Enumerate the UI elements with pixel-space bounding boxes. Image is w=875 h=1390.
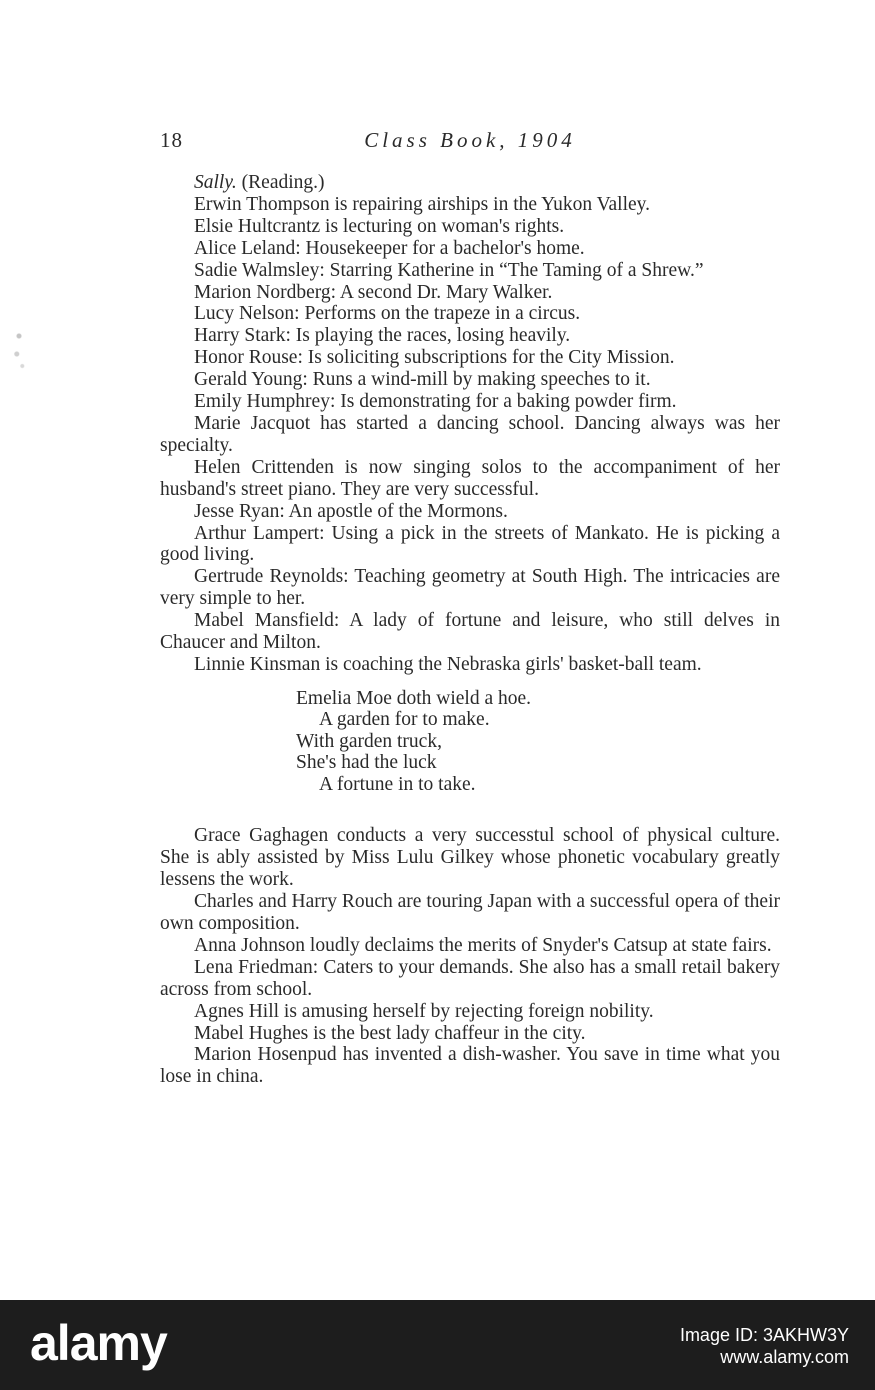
paragraph: Honor Rouse: Is soliciting subscriptions for the City Mission.: [194, 347, 675, 369]
section-gap: [160, 795, 780, 825]
paragraph: Lucy Nelson: Performs on the trapeze in a circus.: [194, 303, 581, 325]
paragraph: Grace Gaghagen conducts a very successtul school of physical culture. She is ably assisted by Miss Lulu Gilkey whose phonetic vocabulary greatly lessens the work.: [160, 825, 780, 891]
lead-note: (Reading.): [236, 172, 325, 193]
image-credit: [680, 1324, 849, 1368]
lead-paragraph: [160, 172, 780, 194]
poem-line: She's had the luck: [296, 752, 437, 774]
poem: [160, 688, 780, 796]
paragraph: Alice Leland: Housekeeper for a bachelor's home.: [194, 237, 585, 259]
paragraph: Lena Friedman: Caters to your demands. She also has a small retail bakery across from school.: [160, 956, 780, 1000]
paragraph: Linnie Kinsman is coaching the Nebraska girls' basket-ball team.: [194, 653, 702, 675]
page-number: 18: [160, 128, 183, 152]
paragraph: Mabel Mansfield: A lady of fortune and leisure, who still delves in Chaucer and Milton.: [160, 610, 780, 654]
running-title: Class Book, 1904: [364, 128, 576, 152]
paragraph: Marion Hosenpud has invented a dish-washer. You save in time what you lose in china.: [160, 1044, 780, 1088]
paragraph: Elsie Hultcrantz is lecturing on woman's rights.: [194, 215, 565, 237]
poem-line: With garden truck,: [296, 730, 442, 752]
paragraph: Gerald Young: Runs a wind-mill by making speeches to it.: [194, 369, 651, 391]
lead-name: Sally.: [194, 172, 237, 193]
page-header: [160, 128, 780, 156]
paragraph: Anna Johnson loudly declaims the merits of Snyder's Catsup at state fairs.: [194, 934, 772, 956]
poem-line: A fortune in to take.: [319, 773, 476, 795]
paragraph: Helen Crittenden is now singing solos to the accompaniment of her husband's street piano. They are very successful.: [160, 456, 780, 500]
paragraph: Agnes Hill is amusing herself by rejecting foreign nobility.: [194, 1000, 654, 1022]
alamy-logo: alamy: [30, 1315, 167, 1371]
paragraph: Gertrude Reynolds: Teaching geometry at South High. The intricacies are very simple to her.: [160, 566, 780, 610]
body-text: [160, 172, 780, 1088]
paragraph: Erwin Thompson is repairing airships in the Yukon Valley.: [194, 193, 651, 215]
paragraph: Mabel Hughes is the best lady chaffeur in the city.: [194, 1022, 586, 1044]
image-id: Image ID: 3AKHW3Y: [679, 1325, 849, 1345]
paragraph: Emily Humphrey: Is demonstrating for a baking powder firm.: [194, 391, 677, 413]
site-url: www.alamy.com: [720, 1347, 849, 1367]
page-blemish: [8, 318, 30, 378]
poem-line: Emelia Moe doth wield a hoe.: [296, 687, 532, 709]
paragraph: Harry Stark: Is playing the races, losing heavily.: [194, 325, 571, 347]
paragraph: Marie Jacquot has started a dancing school. Dancing always was her specialty.: [160, 412, 780, 456]
poem-line: A garden for to make.: [319, 709, 490, 731]
paragraph: Charles and Harry Rouch are touring Japan with a successful opera of their own composition.: [160, 891, 780, 934]
paragraph: Sadie Walmsley: Starring Katherine in “The Taming of a Shrew.”: [194, 259, 704, 281]
paragraph: Jesse Ryan: An apostle of the Mormons.: [194, 500, 508, 522]
paragraph: Arthur Lampert: Using a pick in the streets of Mankato. He is picking a good living.: [160, 522, 780, 566]
paragraph: Marion Nordberg: A second Dr. Mary Walker.: [194, 281, 553, 303]
watermark-banner: [0, 1300, 875, 1390]
